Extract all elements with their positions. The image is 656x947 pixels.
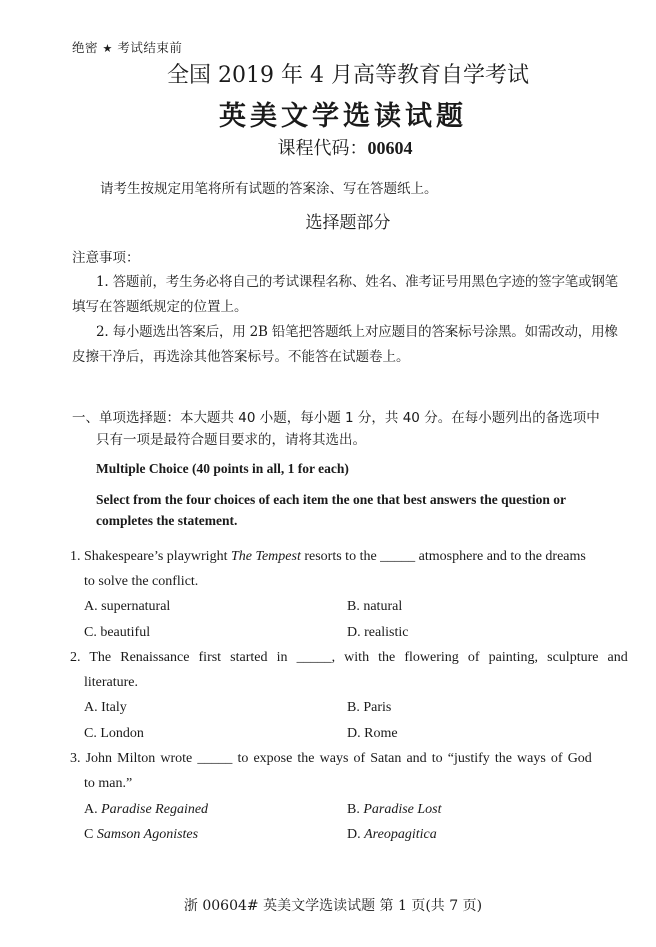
question-3-stem-line-2: to man.” — [84, 776, 133, 791]
question-text: John Milton wrote _____ to expose the ways of Satan and to “justify the ways of God — [85, 751, 592, 766]
option-label: C. — [84, 726, 97, 741]
question-number: 2. — [70, 650, 81, 665]
subject-title: 英美文学选读试题 — [219, 101, 467, 132]
course-code — [0, 134, 656, 160]
question-3-option-d[interactable] — [347, 827, 437, 843]
option-text: realistic — [364, 625, 409, 640]
multiple-choice-heading: Multiple Choice (40 points in all, 1 for each) — [96, 461, 349, 476]
option-label: B. — [347, 599, 360, 614]
exam-title: 全国 2019 年 4 月高等教育自学考试 — [167, 63, 529, 88]
english-instruction-line-1: Select from the four choices of each item the one that best answers the question or — [96, 492, 567, 507]
course-code-label: 课程代码： — [277, 138, 368, 159]
english-instruction-line-2: completes the statement. — [96, 513, 238, 528]
confidentiality-mark — [72, 38, 182, 56]
option-text: London — [100, 726, 144, 741]
work-title: The Tempest — [230, 549, 301, 564]
question-1-option-c[interactable] — [84, 625, 150, 641]
question-text: The Renaissance first started in _____, with the flowering of painting, sculpture and — [89, 650, 628, 665]
option-text: beautiful — [100, 625, 151, 640]
question-2-option-d[interactable] — [347, 726, 398, 742]
question-1-stem-line-2: to solve the conflict. — [84, 574, 199, 589]
option-text: Paradise Lost — [363, 802, 442, 817]
question-3-option-c[interactable] — [84, 827, 198, 843]
question-2-option-b[interactable] — [347, 700, 391, 716]
note-1-line-1: 1. 答题前，考生务必将自己的考试课程名称、姓名、准考证号用黑色字迹的签字笔或钢笔 — [96, 274, 618, 290]
notes-heading: 注意事项： — [72, 250, 140, 266]
option-label: D. — [347, 827, 361, 842]
page-footer: 浙 00604# 英美文学选读试题 第 1 页(共 7 页) — [183, 898, 483, 914]
option-text: supernatural — [101, 599, 171, 614]
question-1-option-a[interactable] — [84, 599, 170, 615]
question-2-option-a[interactable] — [84, 700, 127, 716]
question-2-option-c[interactable] — [84, 726, 144, 742]
question-number: 1. — [70, 549, 81, 564]
question-number: 3. — [70, 751, 81, 766]
question-1-option-b[interactable] — [347, 599, 402, 615]
course-code-value: 00604 — [367, 138, 413, 158]
answer-instruction: 请考生按规定用笔将所有试题的答案涂、写在答题纸上。 — [100, 181, 438, 197]
note-2-line-2: 皮擦干净后，再选涂其他答案标号。不能答在试题卷上。 — [72, 349, 410, 365]
question-text: Shakespeare’s playwright — [84, 549, 231, 564]
option-label: A. — [84, 802, 98, 817]
option-text: Rome — [364, 726, 398, 741]
question-3-stem — [70, 751, 592, 767]
option-label: C. — [84, 625, 97, 640]
option-text: Italy — [101, 700, 127, 715]
option-label: B. — [347, 700, 360, 715]
question-2-stem — [70, 650, 628, 666]
option-text: natural — [363, 599, 403, 614]
option-label: A. — [84, 599, 98, 614]
confidential-label: 绝密 — [72, 40, 99, 55]
question-2-stem-line-2: literature. — [84, 675, 139, 690]
note-1-line-2: 填写在答题纸规定的位置上。 — [72, 299, 248, 315]
option-label: A. — [84, 700, 98, 715]
question-1-option-d[interactable] — [347, 625, 408, 641]
option-text: Areopagitica — [364, 827, 437, 842]
note-2-line-1: 2. 每小题选出答案后，用 2B 铅笔把答题纸上对应题目的答案标号涂黑。如需改动，用橡 — [96, 324, 618, 340]
option-label: D. — [347, 726, 361, 741]
section-title: 选择题部分 — [305, 213, 391, 233]
confidential-note: 考试结束前 — [117, 40, 183, 55]
part1-heading-line-1: 一、单项选择题：本大题共 40 小题，每小题 1 分，共 40 分。在每小题列出的备选项中 — [72, 410, 600, 426]
question-3-option-b[interactable] — [347, 802, 442, 818]
option-label: D. — [347, 625, 361, 640]
option-text: Paradise Regained — [101, 802, 209, 817]
question-3-option-a[interactable] — [84, 802, 208, 818]
question-text: resorts to the _____ atmosphere and to the dreams — [300, 549, 586, 564]
option-label: C — [84, 827, 94, 842]
star-icon: ★ — [102, 42, 113, 55]
part1-heading-line-2: 只有一项是最符合题目要求的，请将其选出。 — [96, 432, 366, 448]
option-label: B. — [347, 802, 360, 817]
option-text: Samson Agonistes — [96, 827, 199, 842]
question-1-stem — [70, 549, 586, 565]
option-text: Paris — [363, 700, 392, 715]
